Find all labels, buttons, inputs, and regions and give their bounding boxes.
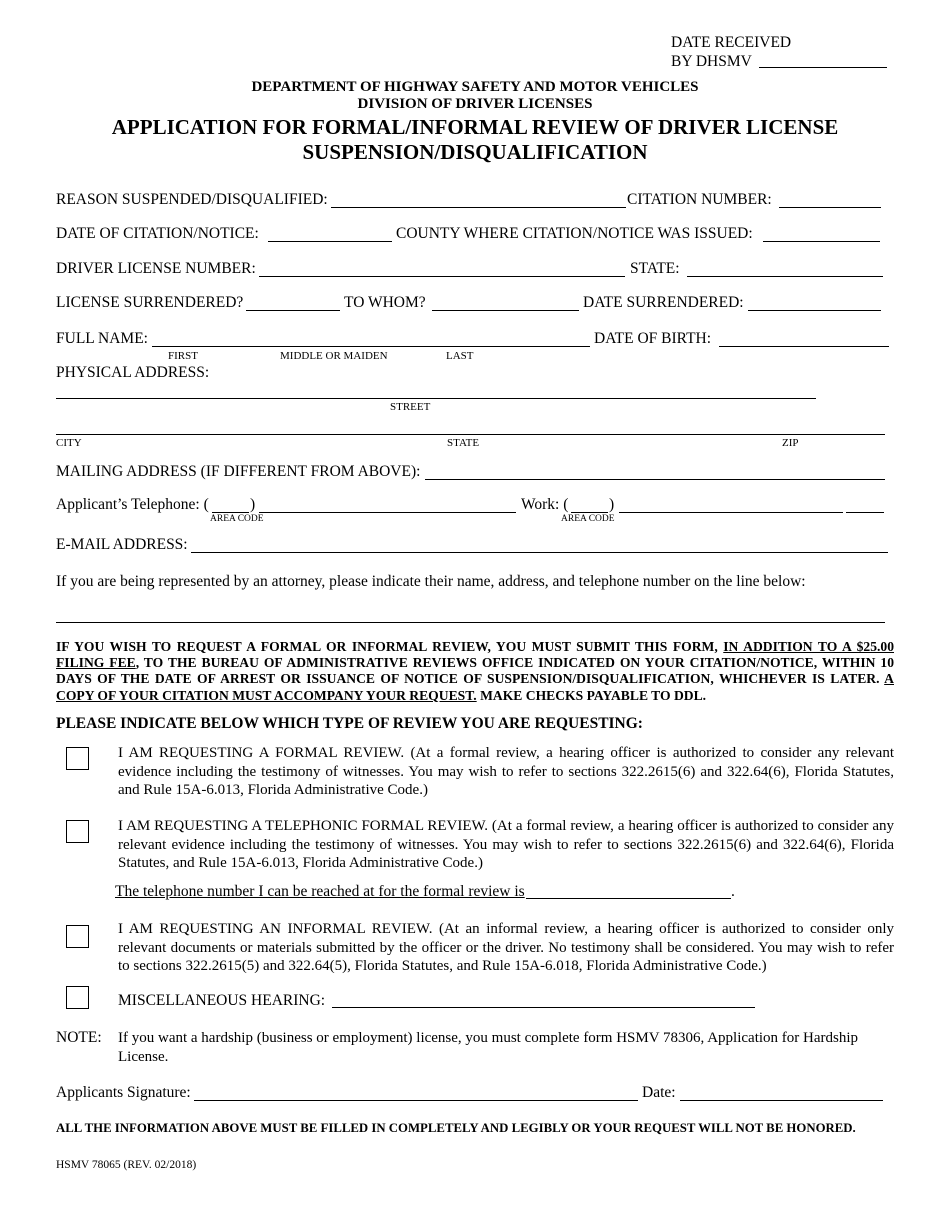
formal-review-text: I AM REQUESTING A FORMAL REVIEW. (At a formal review, a hearing officer is authorized to consider any relevant evidence including the testimony of witnesses. You may wish to refer to sections 322.2615(6) and 322.64(6), Florida Statutes, and Rule 15A-6.013, Florida Administrative Code.) [118,745,894,798]
state-label: STATE: [630,260,680,277]
attorney-instruction: If you are being represented by an attorney, please indicate their name, address, and telephone number on the line below: [56,573,806,590]
date-received-field[interactable] [759,67,887,68]
physical-address-label: PHYSICAL ADDRESS: [56,364,210,381]
form-title-line2: SUSPENSION/DISQUALIFICATION [302,140,648,164]
date-of-citation-label: DATE OF CITATION/NOTICE: [56,225,259,242]
note-label: NOTE: [56,1029,102,1046]
formal-review-checkbox[interactable] [66,747,89,770]
signature-field[interactable] [194,1100,638,1101]
work-area-code-caption: AREA CODE [561,514,615,524]
state-caption: STATE [447,437,480,449]
work-paren: ) [609,496,615,513]
review-telephone-field[interactable] [526,898,731,899]
full-name-field[interactable] [152,346,590,347]
name-last-caption: LAST [446,350,474,362]
form-number: HSMV 78065 (REV. 02/2018) [56,1159,197,1171]
telephone-period: . [731,883,735,900]
reason-field[interactable] [331,207,626,208]
reason-label: REASON SUSPENDED/DISQUALIFIED: [56,191,328,208]
driver-license-number-field[interactable] [259,276,625,277]
email-label: E-MAIL ADDRESS: [56,536,188,553]
to-whom-field[interactable] [432,310,579,311]
email-field[interactable] [191,552,888,553]
date-of-citation-field[interactable] [268,241,392,242]
name-first-caption: FIRST [168,350,198,362]
zip-caption: ZIP [782,437,799,449]
date-of-birth-field[interactable] [719,346,889,347]
date-of-birth-label: DATE OF BIRTH: [594,330,712,347]
county-field[interactable] [763,241,880,242]
signature-date-field[interactable] [680,1100,883,1101]
informal-review-text: I AM REQUESTING AN INFORMAL REVIEW. (At an informal review, a hearing officer is authorized to consider only relevant documents or materials submitted by the officer or the driver. No testimony shall be considered. You may wish to refer to sections 322.2615(5) and 322.64(5), Florida Statutes, and Rule 15A-6.018, Florida Administrative Code.) [118,921,894,974]
telephone-number-prompt: The telephone number I can be reached at for the formal review is [115,883,525,900]
telephonic-review-text: I AM REQUESTING A TELEPHONIC FORMAL REVIEW. (At a formal review, a hearing officer is authorized to consider any relevant evidence including the testimony of witnesses. You may wish to refer to sections 322.2615(6) and 322.64(6), Florida Statutes, and Rule 15A-6.013, Florida Administrative Code.) [118,818,894,871]
citation-number-field[interactable] [779,207,881,208]
telephone-number-field[interactable] [259,512,516,513]
work-number-field[interactable] [619,512,843,513]
to-whom-label: TO WHOM? [344,294,426,311]
work-extension-field[interactable] [846,512,884,513]
date-received-label: DATE RECEIVED [671,34,792,51]
full-name-label: FULL NAME: [56,330,148,347]
driver-license-number-label: DRIVER LICENSE NUMBER: [56,260,256,277]
signature-label: Applicants Signature: [56,1084,191,1101]
telephone-paren: ) [250,496,256,513]
note-text: If you want a hardship (business or employment) license, you must complete form HSMV 78306, Application for Hardship License. [118,1030,859,1065]
license-surrendered-label: LICENSE SURRENDERED? [56,294,244,311]
informal-review-checkbox[interactable] [66,925,89,948]
mailing-address-field[interactable] [425,479,885,480]
misc-hearing-checkbox[interactable] [66,986,89,1009]
street-caption: STREET [390,401,431,413]
telephone-area-code-field[interactable] [212,512,249,513]
filing-notice: IF YOU WISH TO REQUEST A FORMAL OR INFORMAL REVIEW, YOU MUST SUBMIT THIS FORM, IN ADDITION TO A $25.00 FILING FEE, TO THE BUREAU OF ADMINISTRATIVE REVIEWS OFFICE INDICATED ON YOUR CITATION/NOTICE, WITHIN 10 DAYS OF THE DATE OF ARREST OR ISSUANCE OF NOTICE OF SUSPENSION/DISQUALIFICATION, WHICHEVER IS LATER. A COPY OF YOUR CITATION MUST ACCOMPANY YOUR REQUEST. MAKE CHECKS PAYABLE TO DDL. [56,639,894,703]
date-surrendered-field[interactable] [748,310,881,311]
by-dhsmv-label: BY DHSMV [671,53,752,70]
date-surrendered-label: DATE SURRENDERED: [583,294,744,311]
street-field[interactable] [56,398,816,399]
area-code-caption: AREA CODE [210,514,264,524]
mailing-address-label: MAILING ADDRESS (IF DIFFERENT FROM ABOVE): [56,463,421,480]
name-middle-caption: MIDDLE OR MAIDEN [280,350,388,362]
misc-hearing-label: MISCELLANEOUS HEARING: [118,992,326,1009]
license-surrendered-field[interactable] [246,310,340,311]
misc-hearing-field[interactable] [332,1007,755,1008]
form-title-line1: APPLICATION FOR FORMAL/INFORMAL REVIEW OF DRIVER LICENSE [111,115,839,139]
review-heading: PLEASE INDICATE BELOW WHICH TYPE OF REVIEW YOU ARE REQUESTING: [56,715,643,732]
city-caption: CITY [56,437,82,449]
completion-warning: ALL THE INFORMATION ABOVE MUST BE FILLED IN COMPLETELY AND LEGIBLY OR YOUR REQUEST WILL NOT BE HONORED. [56,1121,856,1135]
state-field[interactable] [687,276,883,277]
signature-date-label: Date: [642,1084,676,1101]
attorney-field[interactable] [56,622,885,623]
work-label: Work: ( [521,496,569,513]
citation-number-label: CITATION NUMBER: [627,191,772,208]
city-state-zip-field[interactable] [56,434,885,435]
work-area-code-field[interactable] [571,512,608,513]
county-label: COUNTY WHERE CITATION/NOTICE WAS ISSUED: [396,225,753,242]
telephone-label: Applicant’s Telephone: ( [56,496,209,513]
department-name: DEPARTMENT OF HIGHWAY SAFETY AND MOTOR VEHICLES [251,79,699,95]
telephonic-review-checkbox[interactable] [66,820,89,843]
division-name: DIVISION OF DRIVER LICENSES [357,96,593,112]
